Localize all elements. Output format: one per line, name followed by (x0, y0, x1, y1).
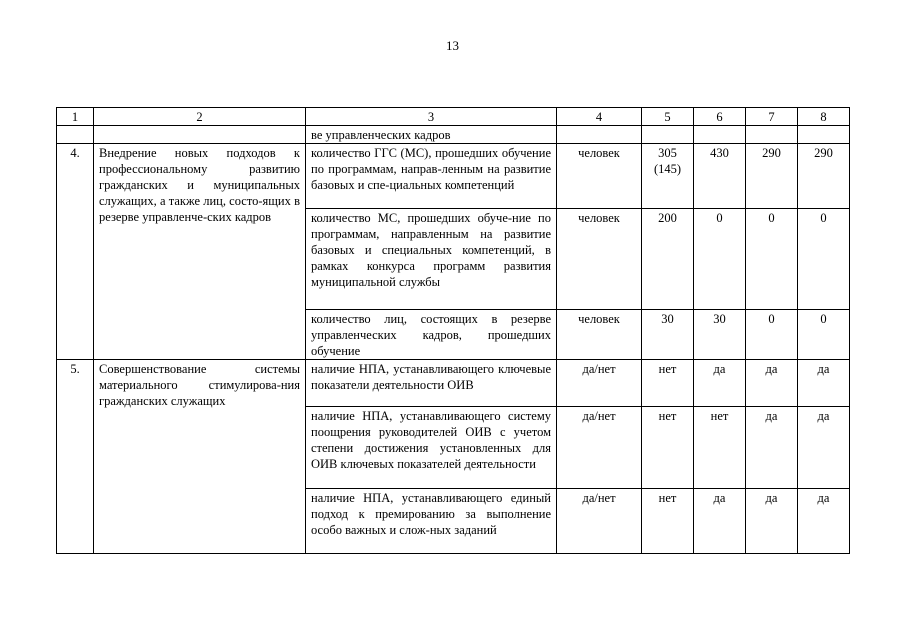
indicator-text: наличие НПА, устанавливающего систему поощрения руководителей ОИВ с учетом степени достижения установленных для ОИВ ключевых показателей деятельности (306, 407, 557, 489)
value-cell: 0 (798, 310, 850, 360)
activity-text: Внедрение новых подходов к профессиональному развитию гражданских и муниципальных служащих, а также лиц, состо-ящих в резерве управленче-ских кадров (94, 144, 306, 360)
unit-cell: человек (557, 310, 642, 360)
section-number: 4. (57, 144, 94, 360)
continuation-text: ве управленческих кадров (306, 126, 557, 144)
unit-cell: человек (557, 209, 642, 310)
value-cell: 200 (642, 209, 694, 310)
value-cell: 430 (694, 144, 746, 209)
section-number: 5. (57, 360, 94, 554)
value-cell: 0 (694, 209, 746, 310)
header-cell: 2 (94, 108, 306, 126)
continuation-row (57, 126, 850, 144)
value-cell: да (746, 489, 798, 554)
value-cell: нет (642, 407, 694, 489)
value-cell: 290 (798, 144, 850, 209)
value-cell: да (798, 407, 850, 489)
header-cell: 4 (557, 108, 642, 126)
value-cell: да (746, 360, 798, 407)
activity-text: Совершенствование системы материального стимулирова-ния гражданских служащих (94, 360, 306, 554)
value-cell: да (798, 360, 850, 407)
value-cell: да (798, 489, 850, 554)
unit-cell: человек (557, 144, 642, 209)
unit-cell: да/нет (557, 407, 642, 489)
value-cell: 305 (145) (642, 144, 694, 209)
indicator-text: наличие НПА, устанавливающего единый подход к премированию за выполнение особо важных и слож-ных заданий (306, 489, 557, 554)
table-header-row (57, 108, 850, 126)
value-cell: да (746, 407, 798, 489)
value-cell: 0 (798, 209, 850, 310)
value-cell: нет (694, 407, 746, 489)
indicator-text: количество ГГС (МС), прошедших обучение по программам, направ-ленным на развитие базовых и спе-циальных компетенций (306, 144, 557, 209)
value-cell: 290 (746, 144, 798, 209)
indicators-table (56, 107, 850, 554)
value-cell: да (694, 360, 746, 407)
value-cell: 30 (642, 310, 694, 360)
value-cell: 0 (746, 310, 798, 360)
page-number: 13 (446, 38, 459, 53)
indicator-text: наличие НПА, устанавливающего ключевые показатели деятельности ОИВ (306, 360, 557, 407)
unit-cell: да/нет (557, 489, 642, 554)
indicator-text: количество лиц, состоящих в резерве управленческих кадров, прошедших обучение (306, 310, 557, 360)
header-cell: 8 (798, 108, 850, 126)
value-cell: 0 (746, 209, 798, 310)
value-cell: нет (642, 360, 694, 407)
value-cell: да (694, 489, 746, 554)
header-cell: 7 (746, 108, 798, 126)
header-cell: 5 (642, 108, 694, 126)
header-cell: 1 (57, 108, 94, 126)
indicator-text: количество МС, прошедших обуче-ние по программам, направленным на развитие базовых и специальных компетенций, в рамках конкурса программ развития муниципальной службы (306, 209, 557, 310)
table-row (57, 360, 850, 407)
header-cell: 6 (694, 108, 746, 126)
header-cell: 3 (306, 108, 557, 126)
unit-cell: да/нет (557, 360, 642, 407)
value-cell: нет (642, 489, 694, 554)
table-row (57, 144, 850, 209)
value-cell: 30 (694, 310, 746, 360)
